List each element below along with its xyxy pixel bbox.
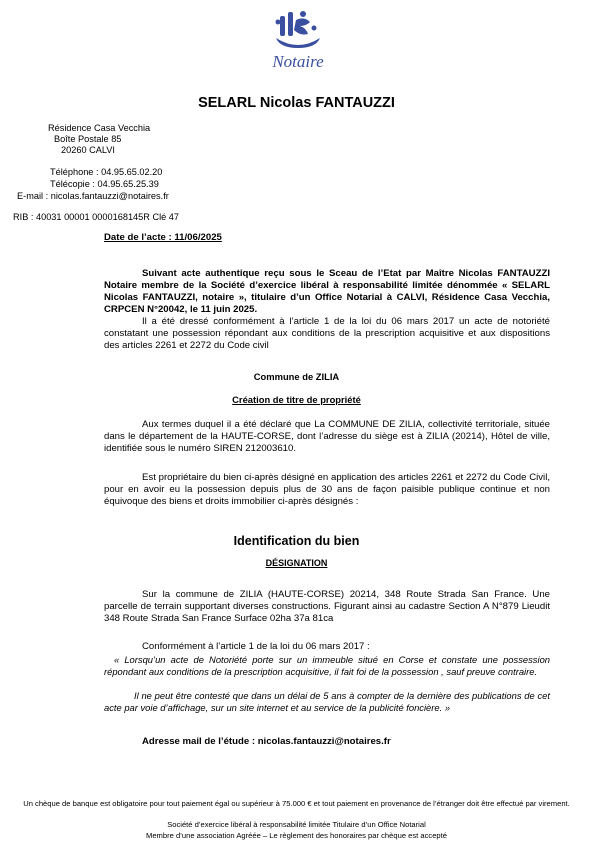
commune-title: Commune de ZILIA: [253, 371, 340, 382]
footer-payment-notice: Un chèque de banque est obligatoire pour tout paiement égal ou supérieur à 75.000 € et tout paiement en provenance de l’étranger doit être effectué par virement.: [23, 799, 570, 808]
section-title: Identification du bien: [233, 534, 360, 548]
ownership-text: Est propriétaire du bien ci-après désigné en application des articles 2261 et 2272 du Code Civil, pour en avoir eu la possession depuis plus de 30 ans de façon paisible publique continue et non équivoque des biens et droits immobilier ci-après désignés :: [104, 472, 550, 507]
study-email-line: Adresse mail de l’étude : nicolas.fantauzzi@notaires.fr: [142, 736, 391, 747]
email-label: E-mail :: [17, 191, 49, 201]
logo-text: Notaire: [272, 52, 324, 71]
creation-title: Création de titre de propriété: [232, 394, 361, 405]
notaire-logo: [258, 8, 338, 72]
phone-line: [50, 167, 162, 179]
email-value[interactable]: nicolas.fantauzzi@notaires.fr: [50, 191, 169, 201]
intro-bold: Suivant acte authentique reçu sous le Sceau de l’Etat par Maître Nicolas FANTAUZZI Notaire membre de la Société d’exercice libéral à responsabilité limitée dénommée « SELARL Nicolas FANTAUZZI, notaire », titulaire d’un Office Notarial à CALVI, Résidence Casa Vecchia, CRPCEN N°20042, le 11 juin 2025.: [104, 268, 550, 315]
intro-rest: Il a été dressé conformément à l’article 1 de la loi du 06 mars 2017 un acte de notoriété constatant une possession répondant aux conditions de la prescription acquisitive et aux dispositions des articles 2261 et 2272 du Code civil: [104, 316, 550, 351]
phone-value: 04.95.65.02.20: [101, 167, 163, 177]
footer-company-type: Société d’exercice libéral à responsabilité limitée Titulaire d’un Office Notarial: [167, 820, 426, 829]
law-line: [104, 641, 550, 653]
designation-title: DÉSIGNATION: [265, 558, 328, 568]
notaire-emblem-icon: [258, 8, 338, 54]
description-paragraph: [104, 589, 550, 625]
email-line: [17, 191, 169, 203]
fax-line: [50, 179, 159, 191]
quote-2: [104, 690, 550, 713]
act-date: Date de l’acte : 11/06/2025: [104, 232, 222, 243]
declaration-text: Aux termes duquel il a été déclaré que La COMMUNE DE ZILIA, collectivité territoriale, située dans le département de la HAUTE-CORSE, dont l’adresse du siège est à ZILIA (20214), Hôtel de ville, identifiée sous le numéro SIREN 212003610.: [104, 419, 550, 454]
footer-association: Membre d’une association Agréée – Le règlement des honoraires par chèque est accepté: [146, 831, 447, 840]
fax-value: 04.95.65.25.39: [97, 179, 159, 189]
quote-2-text: Il ne peut être contesté que dans un délai de 5 ans à compter de la dernière des publications de cet acte par voie d’affichage, sur un site internet et au service de la publicité foncière. »: [104, 690, 550, 713]
address-line-3: 20260 CALVI: [61, 145, 115, 155]
quote-1: [104, 654, 550, 677]
address-line-1: Résidence Casa Vecchia: [48, 123, 151, 133]
phone-label: Téléphone :: [50, 167, 99, 177]
declaration-paragraph: [104, 419, 550, 455]
description-text: Sur la commune de ZILIA (HAUTE-CORSE) 20214, 348 Route Strada San France. Une parcelle de terrain supportant diverses constructions. Figurant ainsi au cadastre Section A N°879 Lieudit 348 Route Strada San France Surface 02ha 37a 81ca: [104, 589, 550, 624]
ownership-paragraph: [104, 472, 550, 508]
address-line-2: Boîte Postale 85: [54, 134, 122, 144]
intro-paragraph: [104, 268, 550, 352]
rib-line: RIB : 40031 00001 0000168145R Clé 47: [13, 212, 180, 222]
fax-label: Télécopie :: [50, 179, 95, 189]
law-line-text: Conformément à l’article 1 de la loi du 06 mars 2017 :: [142, 641, 370, 652]
quote-1-text: « Lorsqu’un acte de Notoriété porte sur un immeuble situé en Corse et constate une possession répondant aux conditions de la prescription acquisitive, il fait foi de la possession , sauf preuve contraire.: [104, 654, 550, 677]
office-name: SELARL Nicolas FANTAUZZI: [198, 95, 395, 111]
